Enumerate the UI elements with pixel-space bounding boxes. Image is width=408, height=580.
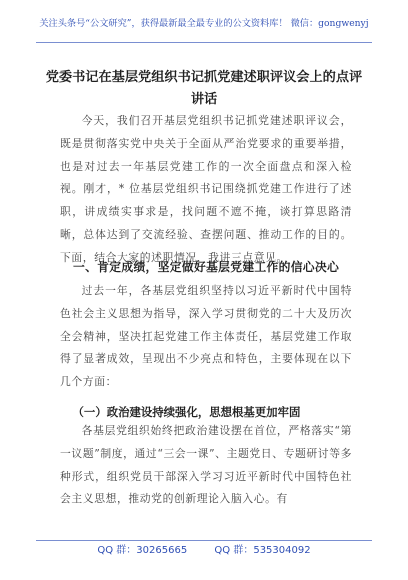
section-heading-1: 一、肯定成绩，坚定做好基层党建工作的信心决心	[72, 260, 340, 274]
header-banner: 关注头条号“公文研究”，获得最新最全最专业的公文资料库！ 微信：gongwenyj	[39, 18, 369, 29]
footer-qq-group-2: QQ 群：535304092	[214, 545, 311, 556]
subsection-heading-1: （一）政治建设持续强化，思想根基更加牢固	[72, 405, 301, 419]
footer-qq-group-1: QQ 群：30265665	[97, 545, 188, 556]
intro-paragraph	[60, 110, 352, 270]
header-divider	[36, 42, 372, 43]
footer	[36, 544, 372, 558]
intro-paragraph-text: 今天，我们召开基层党组织书记抓党建述职评议会，既是贯彻落实党中央关于全面从严治党要求的重要举措，也是对过去一年基层党建工作的一次全面盘点和深入检视。刚才，* 位基层党组织书记围绕抓党建工作进行了述职，讲成绩实事求是，找问题不遮不掩，谈打算思路清晰，总体达到了交流经验、查摆问题、推动工作的目的。下面，结合大家的述职情况，我讲三点意见。	[60, 114, 352, 264]
document-title: 党委书记在基层党组织书记抓党建述职评议会上的点评讲话	[45, 70, 363, 107]
subsection-1-paragraph-text: 各基层党组织始终把政治建设摆在首位，严格落实“第一议题”制度，通过“三会一课”、主题党日、专题研讨等多种形式，组织党员干部深入学习习近平新时代中国特色社会主义思想，推动党的创新理论入脑入心。有	[60, 424, 352, 506]
footer-divider	[36, 540, 372, 541]
subsection-1-paragraph	[60, 420, 352, 511]
section-1-paragraph-text: 过去一年，各基层党组织坚持以习近平新时代中国特色社会主义思想为指导，深入学习贯彻党的二十大及历次全会精神，坚决扛起党建工作主体责任，基层党建工作取得了显著成效，呈现出不少亮点和特色，主要体现在以下几个方面：	[60, 284, 352, 389]
section-1-paragraph	[60, 280, 352, 394]
